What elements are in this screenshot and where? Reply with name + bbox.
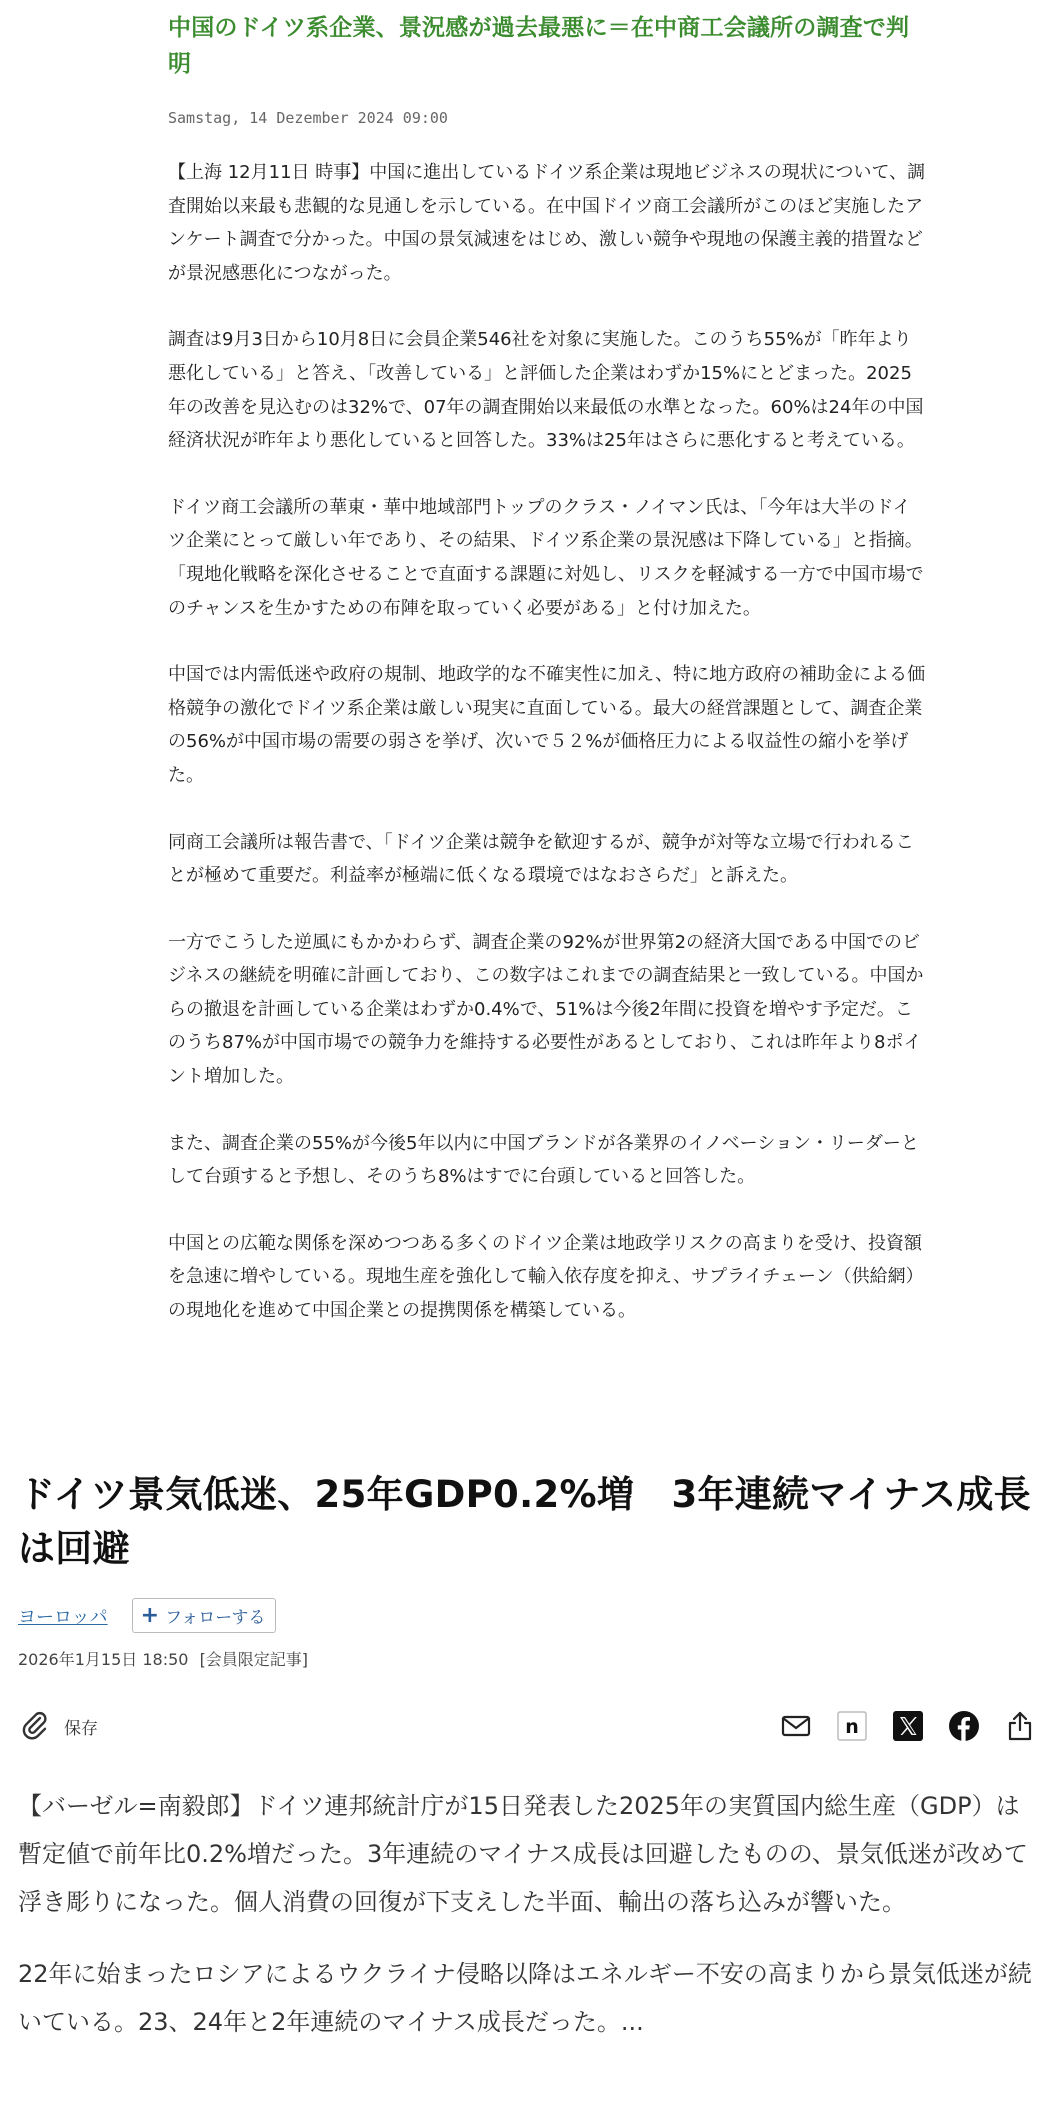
paragraph: 中国では内需低迷や政府の規制、地政学的な不確実性に加え、特に地方政府の補助金による価格競争の激化でドイツ系企業は厳しい現実に直面している。最大の経営課題として、調査企業の56%が中国市場の需要の弱さを挙げ、次いで５２%が価格圧力による収益性の縮小を挙げた。 [168, 664, 926, 786]
follow-label: フォローする [165, 1608, 266, 1628]
article-1 [168, 10, 928, 1361]
share-icon[interactable] [1002, 1708, 1038, 1744]
paragraph: 22年に始まったロシアによるウクライナ侵略以降はエネルギー不安の高まりから景気低迷が続いている。23、24年と2年連続のマイナス成長だった。... [18, 1960, 1032, 2036]
note-icon[interactable] [834, 1708, 870, 1744]
save-button[interactable] [18, 1708, 98, 1744]
article-2-date: 2026年1月15日 18:50 [18, 1650, 189, 1669]
note-letter: n [845, 1716, 859, 1738]
plus-icon: + [140, 1602, 160, 1628]
article-2-meta [18, 1598, 1038, 1633]
article-1-body [168, 156, 928, 1328]
article-1-title: 中国のドイツ系企業、景況感が過去最悪に＝在中商工会議所の調査で判明 [168, 15, 910, 77]
paragraph: 同商工会議所は報告書で、「ドイツ企業は競争を歓迎するが、競争が対等な立場で行われることが極めて重要だ。利益率が極端に低くなる環境ではなおさらだ」と訴えた。 [168, 831, 914, 887]
article-2-body [18, 1782, 1038, 2046]
paragraph: 中国との広範な関係を深めつつある多くのドイツ企業は地政学リスクの高まりを受け、投資額を急速に増やしている。現地生産を強化して輸入依存度を抑え、サプライチェーン（供給網）の現地化を進めて中国企業との提携関係を構築している。 [168, 1232, 924, 1322]
topic-link-europe[interactable]: ヨーロッパ [18, 1606, 108, 1628]
paragraph: 一方でこうした逆風にもかかわらず、調査企業の92%が世界第2の経済大国である中国でのビジネスの継続を明確に計画しており、この数字はこれまでの調査結果と一致している。中国からの撤退を計画している企業はわずか0.4%で、51%は今後2年間に投資を増やす予定だ。このうち87%が中国市場での競争力を維持する必要性があるとしており、これは昨年より8ポイント増加した。 [168, 931, 924, 1088]
follow-button[interactable] [132, 1598, 277, 1633]
paragraph: 【上海 12月11日 時事】中国に進出しているドイツ系企業は現地ビジネスの現状について、調査開始以来最も悲観的な見通しを示している。在中国ドイツ商工会議所がこのほど実施したアンケート調査で分かった。中国の景気減速をはじめ、激しい競争や現地の保護主義的措置などが景況感悪化につながった。 [168, 162, 926, 284]
paragraph: ドイツ商工会議所の華東・華中地域部門トップのクラス・ノイマン氏は、「今年は大半のドイツ企業にとって厳しい年であり、その結果、ドイツ系企業の景況感は下降している」と指摘。「現地化戦略を深化させることで直面する課題に対処し、リスクを軽減する一方で中国市場でのチャンスを生かすための布陣を取っていく必要がある」と付け加えた。 [168, 496, 924, 619]
mail-icon[interactable] [778, 1708, 814, 1744]
save-label: 保存 [64, 1718, 98, 1739]
article-2-title: ドイツ景気低迷、25年GDP0.2%増 3年連続マイナス成長は回避 [18, 1473, 1031, 1570]
share-icons [758, 1704, 1038, 1748]
article-2-date-line [18, 1647, 1038, 1670]
article-2 [18, 1468, 1038, 2070]
facebook-icon[interactable] [946, 1708, 982, 1744]
paragraph: 調査は9月3日から10月8日に会員企業546社を対象に実施した。このうち55%が「昨年より悪化している」と答え、「改善している」と評価した企業はわずか15%にとどまった。2025年の改善を見込むのは32%で、07年の調査開始以来最低の水準となった。60%は24年の中国経済状況が昨年より悪化していると回答した。33%は25年はさらに悪化すると考えている。 [168, 329, 924, 452]
members-only-badge: [会員限定記事] [199, 1650, 309, 1669]
article-toolbar [18, 1704, 1038, 1748]
paperclip-icon [18, 1708, 50, 1744]
paragraph: また、調査企業の55%が今後5年以内に中国ブランドが各業界のイノベーション・リーダーとして台頭すると予想し、そのうち8%はすでに台頭していると回答した。 [168, 1132, 919, 1188]
article-1-date: Samstag, 14 Dezember 2024 09:00 [168, 109, 448, 127]
x-icon[interactable] [890, 1708, 926, 1744]
paragraph: 【バーゼル=南毅郎】ドイツ連邦統計庁が15日発表した2025年の実質国内総生産（GDP）は暫定値で前年比0.2%増だった。3年連続のマイナス成長は回避したものの、景気低迷が改めて浮き彫りになった。個人消費の回復が下支えした半面、輸出の落ち込みが響いた。 [18, 1792, 1028, 1916]
